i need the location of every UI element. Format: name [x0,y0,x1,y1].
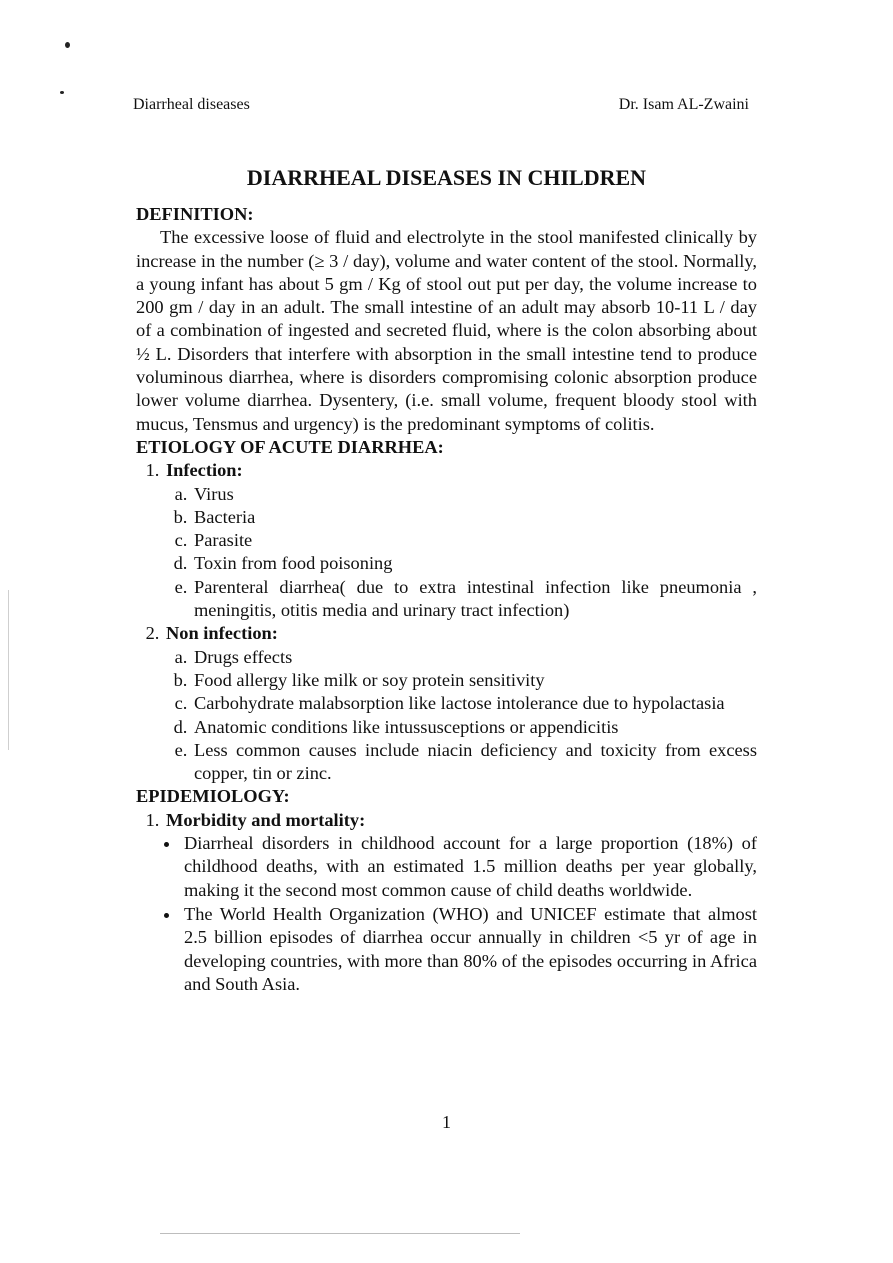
etiology-heading: ETIOLOGY OF ACUTE DIARRHEA: [136,436,444,457]
page-number: 1 [442,1112,451,1132]
etiology-group-non-infection [164,622,757,785]
header-author: Dr. Isam AL-Zwaini [618,96,749,113]
definition-heading: DEFINITION: [136,204,254,224]
list-item: b. Food allergy like milk or soy protein sensitivity [192,669,757,692]
running-header [133,96,749,118]
definition-paragraph: The excessive loose of fluid and electrolyte in the stool manifested clinically by increase in the number (≥ 3 / day), volume and water content of the stool. Normally, a young infant has about 5 gm / Kg of stool out put per day, the volume increase to 200 gm / day in an adult. The small intestine of an adult may absorb 10-11 L / day of a combination of ingested and secreted fluid, where is the colon absorbing about ½ L. Disorders that interfere with absorption in the small intestine tend to produce voluminous diarrhea, where is disorders compromising colonic absorption produce lower volume diarrhea. Dysentery, (i.e. small volume, frequent bloody stool with mucus, Tensmus and urgency) is the predominant symptoms of colitis. [136,227,757,434]
epidemiology-heading: EPIDEMIOLOGY: [136,786,290,807]
epidemiology-item-morbidity [164,809,757,832]
bullet-item: • Diarrheal disorders in childhood account for a large proportion (18%) of childhood deaths, with an estimated 1.5 million deaths per year globally, making it the second most common cause of child deaths worldwide. [181,832,757,902]
scan-edge-line [8,590,9,750]
scan-speck [60,91,64,94]
etiology-group-title: Infection: [166,460,243,481]
epidemiology-list [136,809,757,832]
non-infection-causes-list [166,646,757,786]
bullet-item: • The World Health Organization (WHO) and UNICEF estimate that almost 2.5 billion episodes of diarrhea occur annually in children <5 yr of age in developing countries, with more than 80% of the episodes occurring in Africa and South Asia. [181,903,757,996]
epidemiology-subheading: Morbidity and mortality: [166,809,366,830]
list-item: c. Carbohydrate malabsorption like lactose intolerance due to hypolactasia [192,692,757,715]
list-item: b. Bacteria [192,506,757,529]
etiology-group-infection [164,459,757,622]
infection-causes-list [166,483,757,623]
morbidity-bullets [136,832,757,996]
list-item: c. Parasite [192,529,757,552]
document-title: DIARRHEAL DISEASES IN CHILDREN [246,164,647,190]
list-item: d. Toxin from food poisoning [192,552,757,575]
list-item: e. Less common causes include niacin deficiency and toxicity from excess copper, tin or zinc. [192,739,757,786]
list-item: a. Drugs effects [192,646,757,669]
etiology-list [136,459,757,785]
header-topic: Diarrheal diseases [133,96,250,113]
list-item: a. Virus [192,483,757,506]
list-item: d. Anatomic conditions like intussusceptions or appendicitis [192,716,757,739]
scan-speck [65,42,70,48]
footer-rule [160,1233,520,1234]
etiology-group-title: Non infection: [166,623,278,644]
document-body [136,203,757,997]
list-item: e. Parenteral diarrhea( due to extra intestinal infection like pneumonia , meningitis, otitis media and urinary tract infection) [192,576,757,623]
